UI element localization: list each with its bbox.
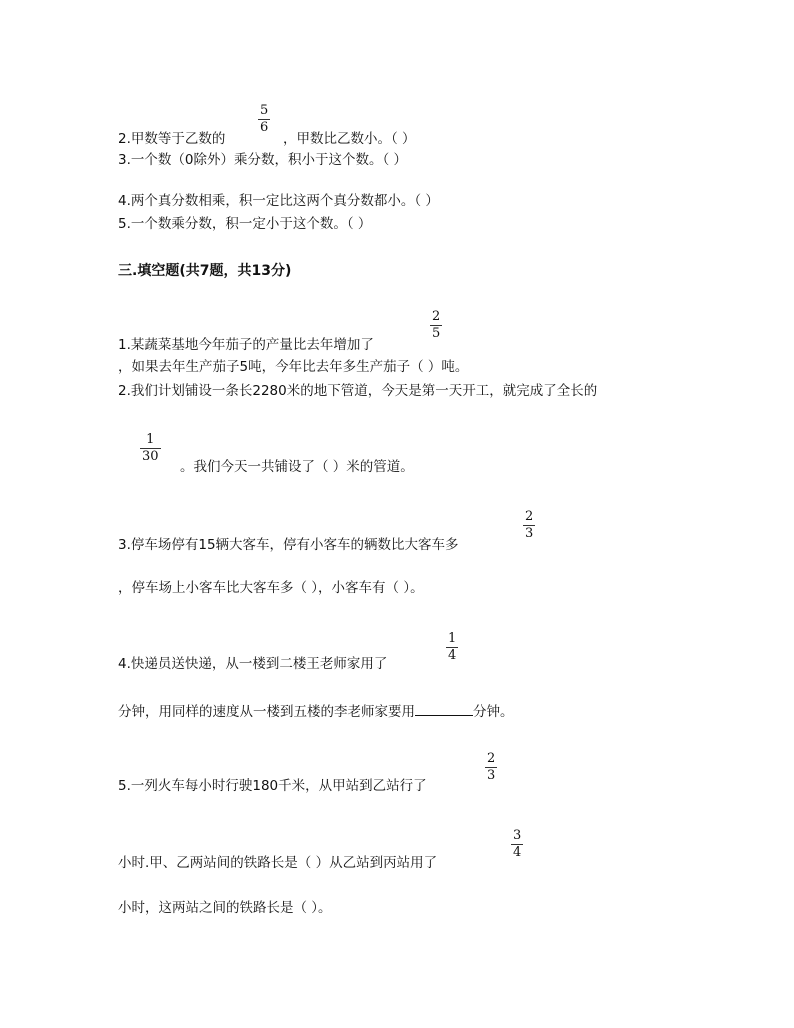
fraction-3-4 [511, 829, 523, 860]
fill-q4-text-b [118, 703, 514, 720]
fraction-1-4 [446, 632, 458, 663]
fill-q2-text-b: 。我们今天一共铺设了（ ）米的管道。 [180, 459, 414, 475]
denominator: 3 [487, 768, 496, 783]
judge-q2-text-a: 2.甲数等于乙数的 [118, 131, 226, 147]
numerator: 2 [432, 309, 441, 324]
judge-q4-text: 4.两个真分数相乘，积一定比这两个真分数都小。（ ） [118, 193, 439, 209]
fraction-2-5 [430, 310, 442, 341]
numerator: 1 [146, 432, 155, 447]
fraction-2-3-second [485, 752, 497, 783]
denominator: 4 [513, 845, 522, 860]
numerator: 3 [513, 828, 522, 843]
fill-q1-text-a: 1.某蔬菜基地今年茄子的产量比去年增加了 [118, 337, 374, 353]
fill-q4-text-b1: 分钟，用同样的速度从一楼到五楼的李老师家要用 [118, 704, 415, 720]
fraction-2-3 [523, 510, 535, 541]
denominator: 6 [260, 120, 269, 135]
judge-q5-text: 5.一个数乘分数，积一定小于这个数。（ ） [118, 216, 372, 232]
answer-blank[interactable] [415, 703, 473, 716]
fill-q5-text-c: 小时，这两站之间的铁路长是（ ）。 [118, 900, 332, 916]
fill-q2-text-a: 2.我们计划铺设一条长2280米的地下管道，今天是第一天开工，就完成了全长的 [118, 383, 598, 399]
fill-q4-text-b2: 分钟。 [473, 704, 514, 720]
judge-q3-text: 3.一个数（0除外）乘分数，积小于这个数。（ ） [118, 152, 408, 168]
fill-q1-text-b: ，如果去年生产茄子5吨，今年比去年多生产茄子（ ）吨。 [118, 359, 469, 375]
denominator: 30 [142, 449, 159, 464]
numerator: 2 [525, 509, 534, 524]
fill-q5-text-b: 小时.甲、乙两站间的铁路长是（ ）从乙站到丙站用了 [118, 855, 438, 871]
fill-q3-text-a: 3.停车场停有15辆大客车，停有小客车的辆数比大客车多 [118, 537, 459, 553]
denominator: 3 [525, 526, 534, 541]
fill-q3-text-b: ，停车场上小客车比大客车多（ ），小客车有（ ）。 [118, 580, 424, 596]
section-title: 三.填空题(共7题，共13分) [118, 263, 292, 279]
denominator: 5 [432, 326, 441, 341]
numerator: 5 [260, 103, 269, 118]
numerator: 1 [448, 631, 457, 646]
fill-q5-text-a: 5.一列火车每小时行驶180千米，从甲站到乙站行了 [118, 778, 427, 794]
fraction-1-30 [140, 433, 161, 464]
fill-q4-text-a: 4.快递员送快递，从一楼到二楼王老师家用了 [118, 656, 388, 672]
judge-q2-text-b: ，甲数比乙数小。（ ） [283, 131, 416, 147]
fraction-5-6 [258, 104, 270, 135]
numerator: 2 [487, 751, 496, 766]
denominator: 4 [448, 648, 457, 663]
